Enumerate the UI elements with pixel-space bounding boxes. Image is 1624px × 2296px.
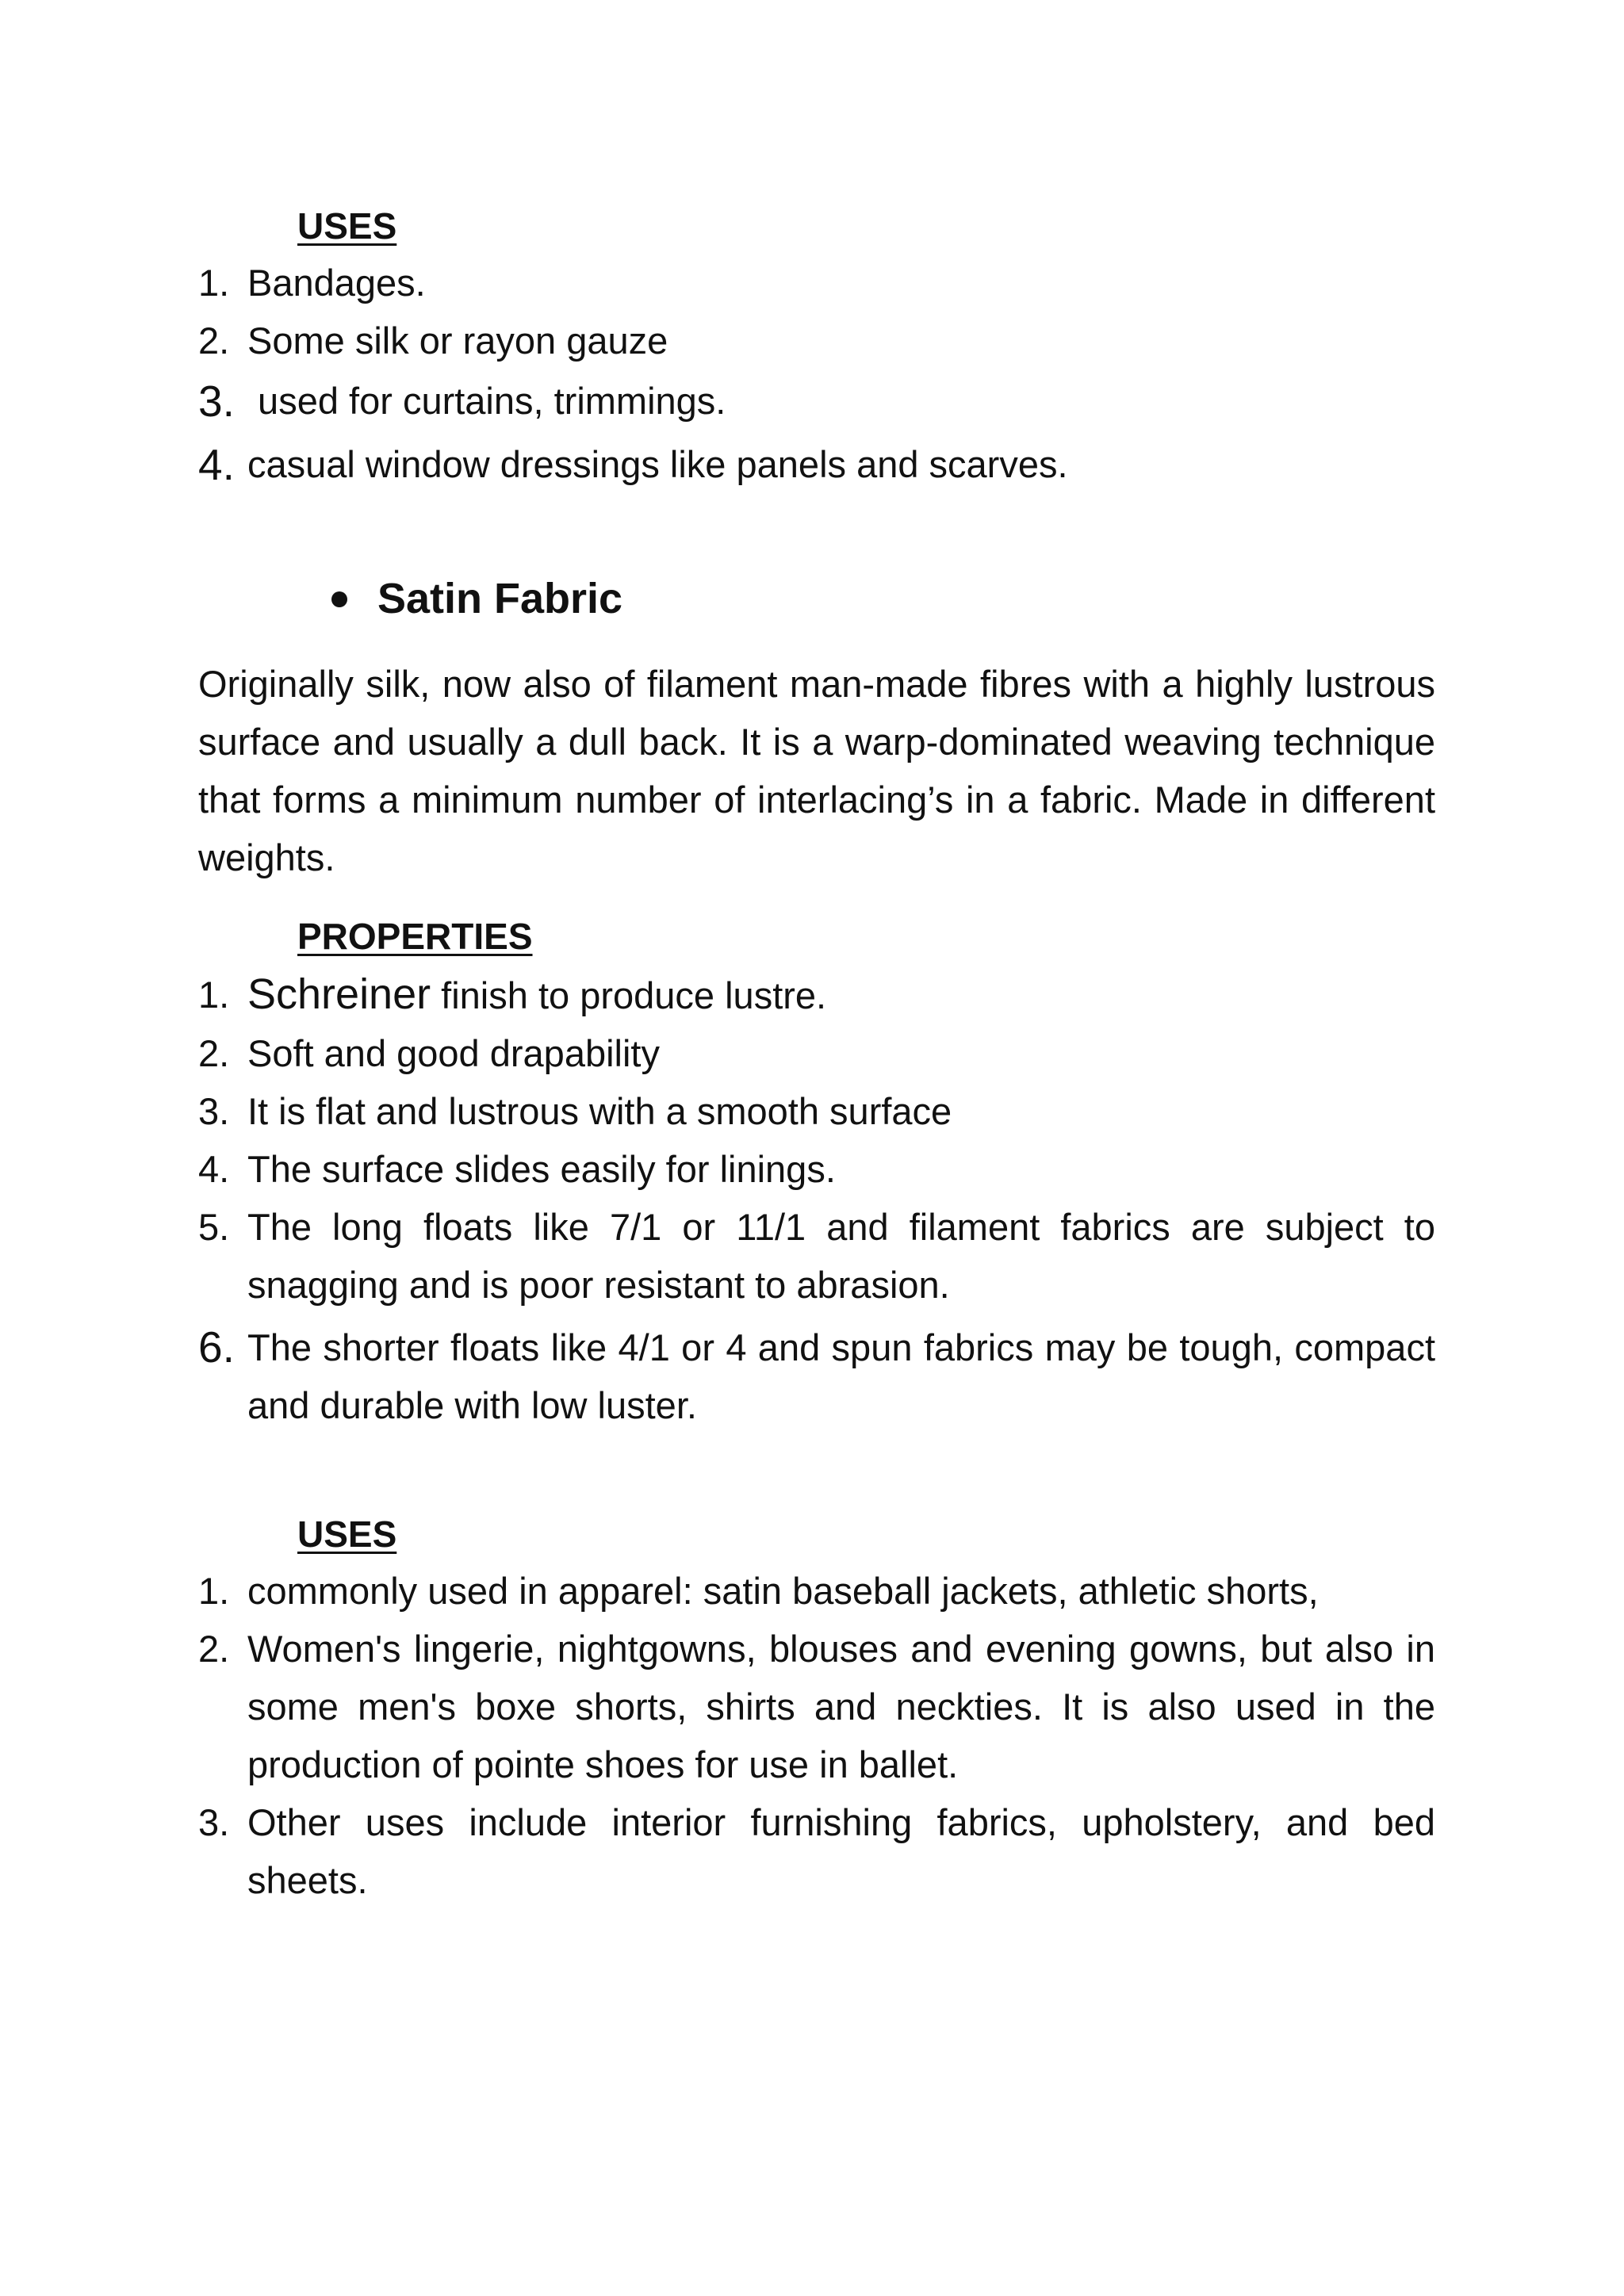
properties-heading: PROPERTIES [297,916,533,957]
list-item [198,1793,1435,1909]
list-item [198,966,1435,1024]
list-number: 2. [198,320,230,362]
uses-heading: USES [297,1513,397,1555]
list-text: It is flat and lustrous with a smooth surface [247,1090,952,1132]
properties-list [198,966,1435,1434]
list-text: The surface slides easily for linings. [247,1148,836,1190]
list-number: 4. [198,440,235,489]
list-item [198,1024,1435,1082]
list-number: 5. [198,1206,230,1248]
list-text: The shorter floats like 4/1 or 4 and spun fabrics may be tough, compact and durable with low luster. [247,1326,1435,1426]
satin-description: Originally silk, now also of filament man-made fibres with a highly lustrous surface and usually a dull back. It is a warp-dominated weaving technique that forms a minimum number of interlacing’s in a fabric. Made in different weights. [198,663,1435,878]
list-text: commonly used in apparel: satin baseball jackets, athletic shorts, [247,1570,1319,1612]
list-item [198,433,1435,496]
list-text: Some silk or rayon gauze [247,320,668,362]
list-item [198,1198,1435,1314]
list-number: 3. [198,377,235,426]
list-text: finish to produce lustre. [431,974,827,1016]
list-item [198,254,1435,312]
list-number: 2. [198,1032,230,1074]
list-number: 3. [198,1090,230,1132]
bullet-icon [331,591,347,607]
list-item [198,369,1435,433]
list-item [198,312,1435,369]
list-number: 1. [198,974,230,1016]
list-number: 2. [198,1628,230,1670]
uses-list [198,1562,1435,1909]
uses-list [198,254,1435,496]
list-text: used for curtains, trimmings. [247,380,726,422]
list-text: Other uses include interior furnishing fabrics, upholstery, and bed sheets. [247,1801,1435,1901]
list-number: 6. [198,1322,235,1372]
uses-heading: USES [297,205,397,247]
list-text: Women's lingerie, nightgowns, blouses and evening gowns, but also in some men's boxe shorts, shirts and neckties. It is also used in the production of pointe shoes for use in ballet. [247,1628,1435,1785]
list-item [198,1562,1435,1620]
list-text: Bandages. [247,262,426,304]
list-number: 1. [198,262,230,304]
list-item [198,1140,1435,1198]
list-text: Soft and good drapability [247,1032,660,1074]
list-text: casual window dressings like panels and scarves. [247,443,1068,485]
section-title-text: Satin Fabric [377,575,623,622]
list-lead-word: Schreiner [247,970,431,1018]
list-number: 4. [198,1148,230,1190]
list-item [198,1620,1435,1793]
list-number: 3. [198,1801,230,1843]
list-text: The long floats like 7/1 or 11/1 and filament fabrics are subject to snagging and is poor resistant to abrasion. [247,1206,1435,1306]
list-item [198,1082,1435,1140]
list-item [198,1318,1435,1434]
list-number: 1. [198,1570,230,1612]
